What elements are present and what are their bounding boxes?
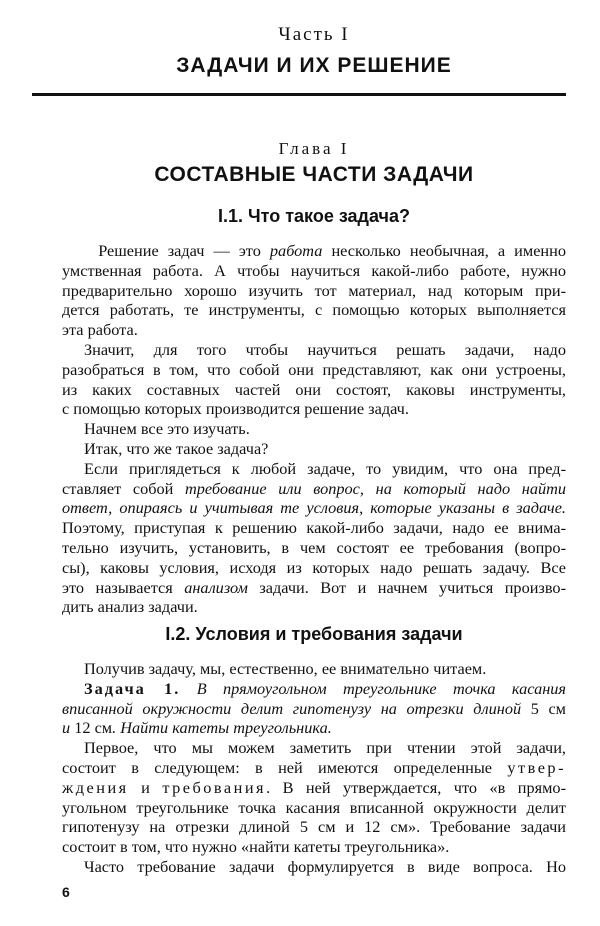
text-line: Начнем все это изучать.	[84, 419, 250, 439]
text-line: Если приглядеться к любой задаче, то увидим, что она пред-	[84, 458, 566, 478]
page-number: 6	[62, 884, 70, 900]
text-line: Поэтому, приступая к решению какой-либо задачи, надо ее внима-	[62, 518, 566, 538]
text-line: предварительно хорошо изучить тот материал, над которым при-	[62, 280, 566, 300]
text-line: Первое, что мы можем заметить при чтении этой задачи,	[84, 738, 566, 758]
section-title-1-2: I.2. Условия и требования задачи	[165, 624, 463, 644]
text-line: ждения и требования. В ней утверждается, что «в прямо-	[62, 777, 566, 797]
text-line: состоит в том, что нужно «найти катеты треугольника».	[62, 837, 450, 857]
text-line: умственная работа. А чтобы научиться какой-либо работе, нужно	[62, 260, 566, 280]
text-line: Часто требование задачи формулируется в виде вопроса. Но	[84, 856, 566, 876]
text-line: Итак, что же такое задача?	[84, 438, 269, 458]
text-line: гипотенузу на отрезки длиной 5 см и 12 см». Требование задачи	[62, 817, 566, 837]
text-line: ответ, опираясь и учитывая те условия, которые указаны в задаче.	[62, 498, 566, 518]
part-title: ЗАДАЧИ И ИХ РЕШЕНИЕ	[176, 54, 452, 77]
text-line: с помощью которых производится решение задач.	[62, 399, 409, 419]
text-line: из каких составных частей они состоят, каковы инструменты,	[62, 379, 566, 399]
text-line: Решение задач — это работа несколько необычная, а именно	[98, 241, 566, 260]
book-page	[62, 0, 566, 926]
text-line: сы), каковы условия, исходя из которых надо решать задачу. Все	[62, 557, 566, 577]
text-line: Получив задачу, мы, естественно, ее внимательно читаем.	[84, 659, 487, 678]
section-1-2-body	[62, 659, 566, 877]
text-line: ставляет собой требование или вопрос, на который надо найти	[62, 478, 566, 498]
text-line: состоит в следующем: в ней имеются определенные утвер-	[62, 757, 566, 777]
text-line: дется работать, те инструменты, с помощью которых выполняется	[62, 300, 566, 320]
chapter-label: Глава I	[278, 139, 350, 158]
text-line: разобраться в том, что собой они представляют, как они устроены,	[62, 359, 566, 379]
section-1-1-body	[62, 241, 566, 617]
text-line: Значит, для того чтобы научиться решать задачи, надо	[84, 339, 566, 359]
divider-rule	[32, 93, 566, 96]
text-line: вписанной окружности делит гипотенузу на отрезки длиной 5 см	[62, 698, 566, 718]
section-title-1-1: I.1. Что такое задача?	[217, 206, 410, 226]
text-line: тельно изучить, установить, в чем состоят ее требования (вопро-	[62, 537, 566, 557]
text-line: угольном треугольнике точка касания вписанной окружности делит	[62, 797, 566, 817]
text-line: эта работа.	[62, 320, 138, 340]
part-label: Часть I	[278, 24, 350, 45]
text-line: это называется анализом задачи. Вот и начнем учиться произво-	[62, 577, 566, 597]
text-line: Задача 1. В прямоугольном треугольнике точка касания	[84, 678, 566, 698]
text-line: и 12 см. Найти катеты треугольника.	[62, 718, 332, 738]
text-line: дить анализ задачи.	[62, 597, 198, 617]
chapter-title: СОСТАВНЫЕ ЧАСТИ ЗАДАЧИ	[154, 163, 474, 186]
task-label: Задача 1.	[84, 678, 181, 698]
